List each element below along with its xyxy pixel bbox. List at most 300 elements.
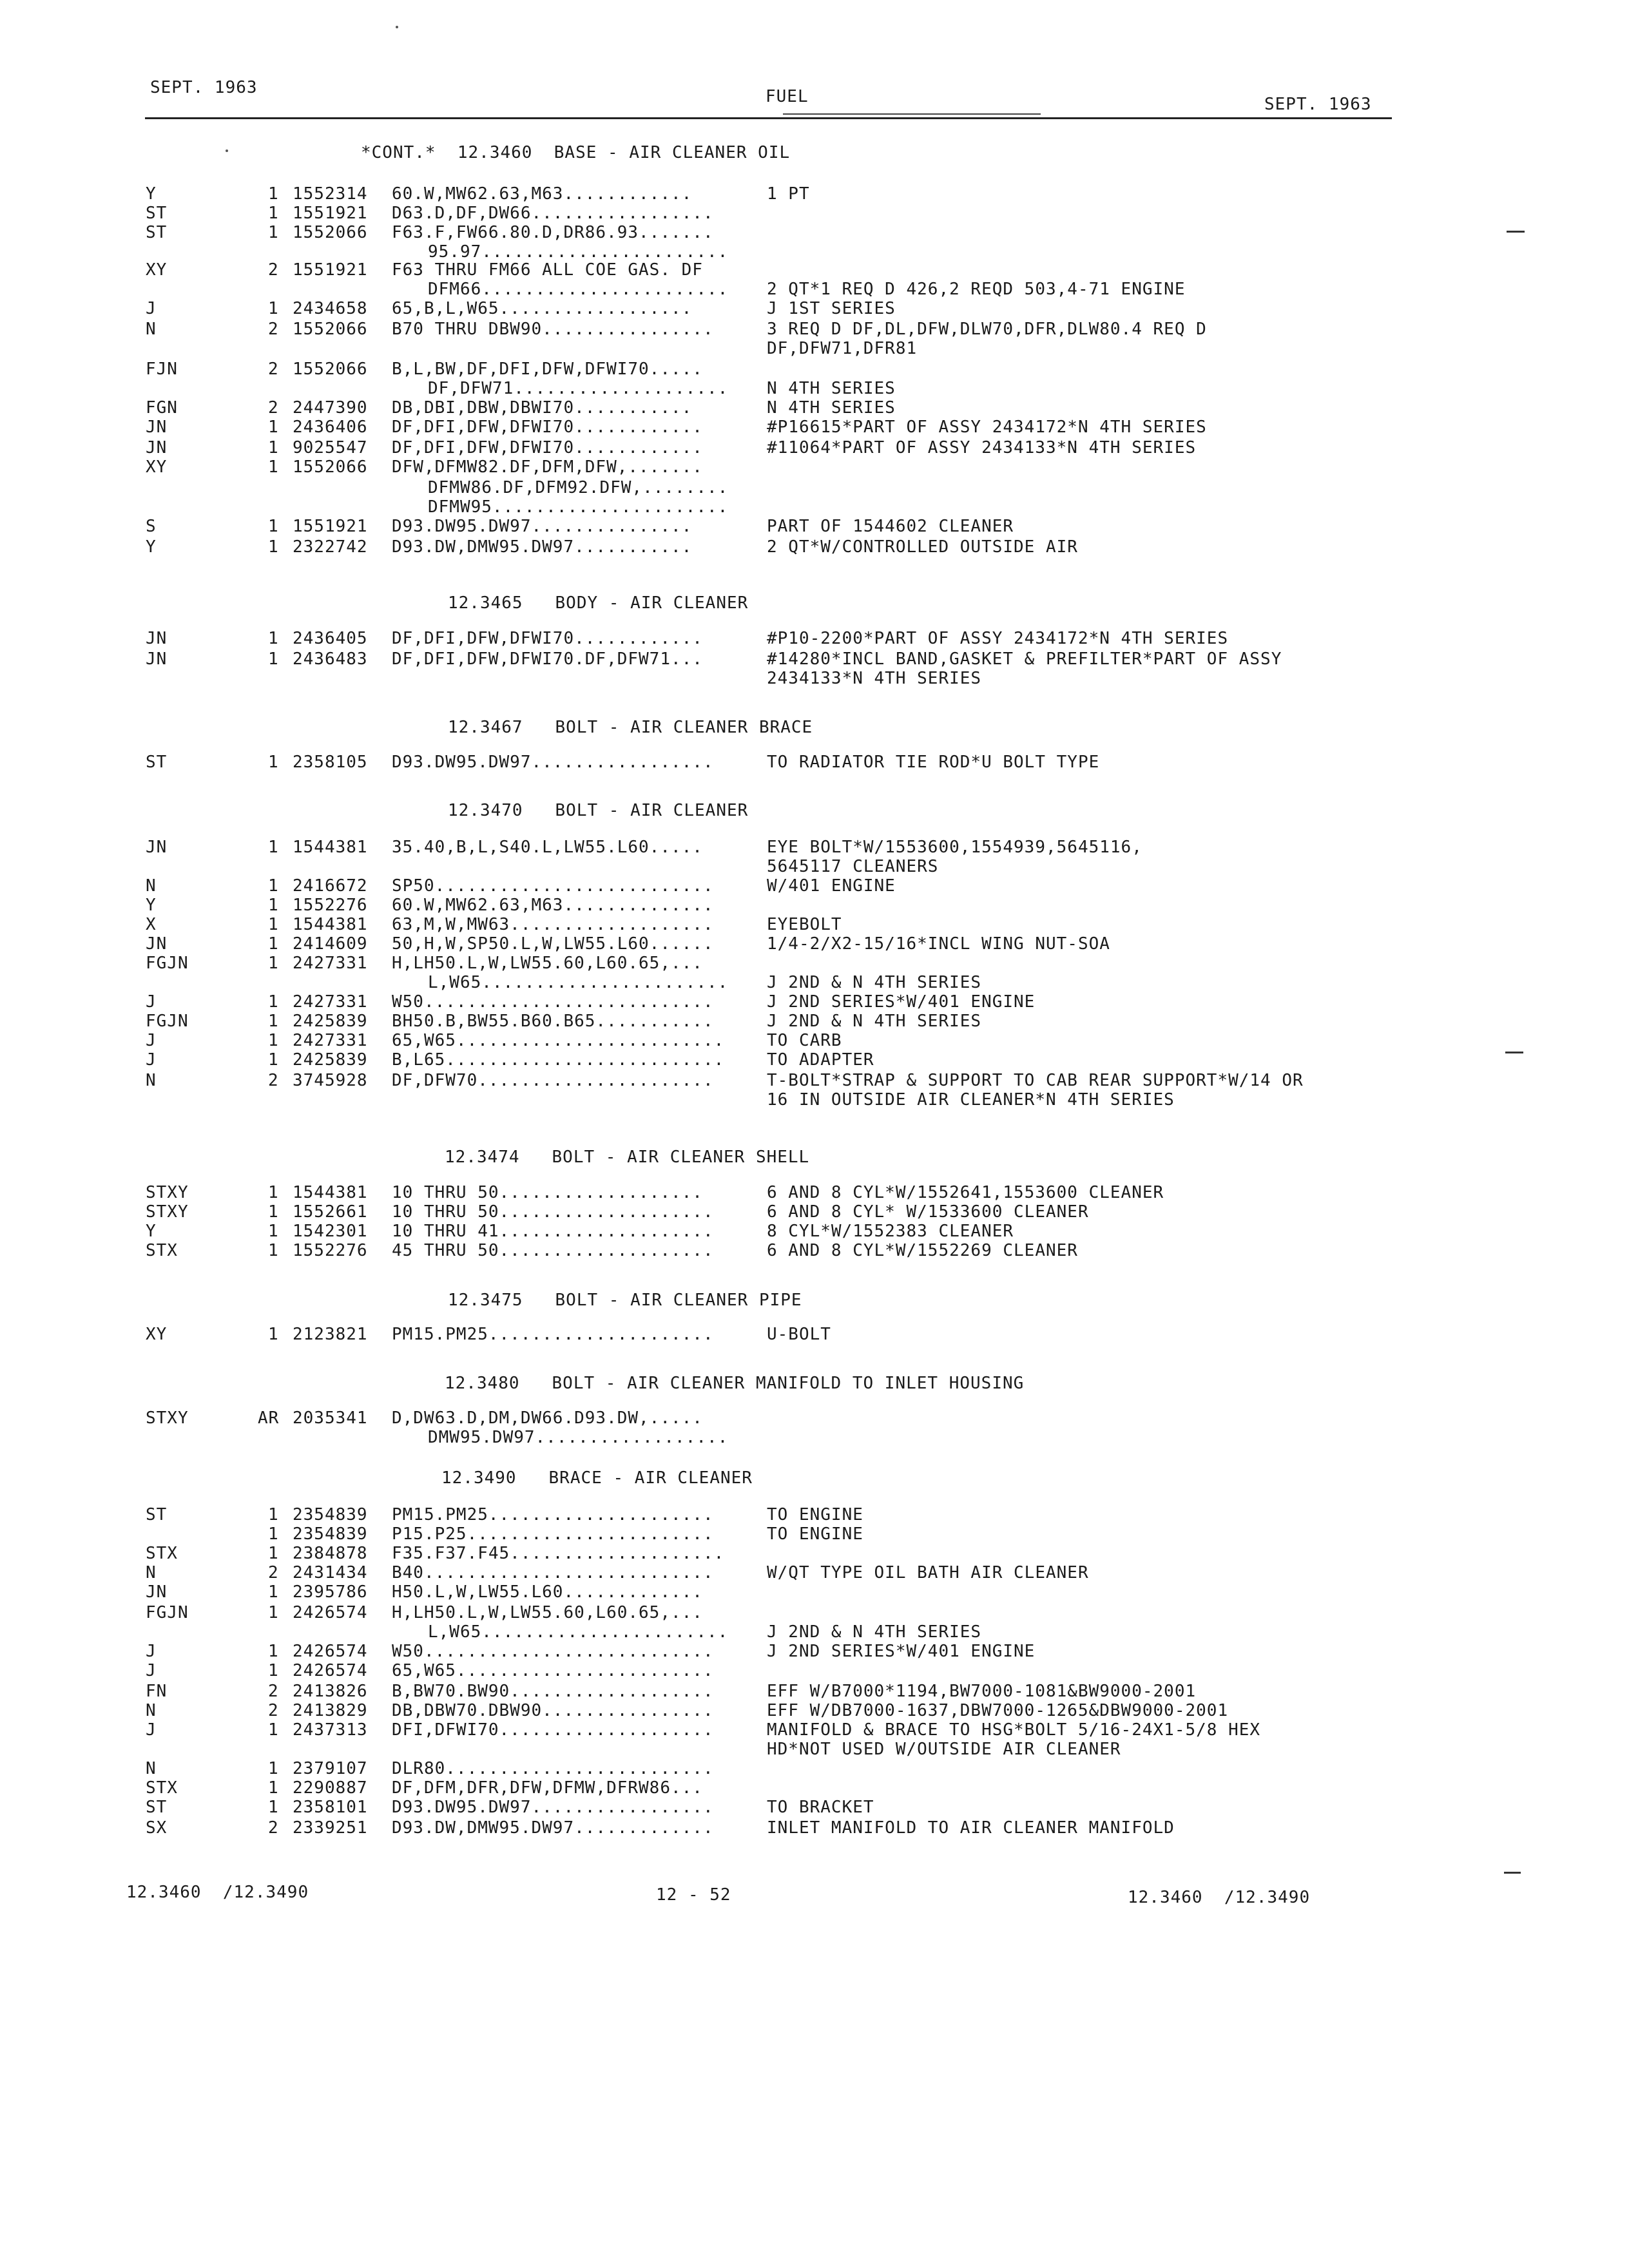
table-row (0, 1682, 1629, 1701)
row-code: N (146, 320, 157, 339)
row-code: ST (146, 753, 168, 772)
table-row (0, 1544, 1629, 1563)
table-row (0, 1622, 1629, 1642)
row-qty: 1 (268, 184, 279, 204)
row-models: F35.F37.F45.................... (392, 1544, 725, 1563)
table-row (0, 1759, 1629, 1778)
table-row (0, 320, 1629, 339)
table-row (0, 1524, 1629, 1544)
row-part-number: 2426574 (293, 1603, 368, 1622)
row-models: DB,DBW70.DBW90................ (392, 1701, 714, 1720)
row-models: 45 THRU 50.................... (392, 1241, 714, 1260)
row-code: ST (146, 1505, 168, 1524)
table-row (0, 1505, 1629, 1524)
row-part-number: 2384878 (293, 1544, 368, 1563)
row-qty: 1 (268, 1798, 279, 1817)
row-remarks: 6 AND 8 CYL* W/1533600 CLEANER (767, 1202, 1089, 1222)
row-qty: 1 (268, 934, 279, 954)
section-heading: *CONT.* 12.3460 BASE - AIR CLEANER OIL (361, 143, 791, 162)
row-remarks: J 1ST SERIES (767, 299, 896, 318)
row-remarks: 5645117 CLEANERS (767, 857, 939, 876)
row-qty: 2 (268, 398, 279, 418)
row-code: STX (146, 1544, 178, 1563)
footer-page-number: 12 - 52 (656, 1885, 731, 1905)
row-code: N (146, 876, 157, 896)
section-heading: 12.3480 BOLT - AIR CLEANER MANIFOLD TO INLET HOUSING (445, 1374, 1025, 1393)
row-part-number: 2123821 (293, 1325, 368, 1344)
row-remarks: EFF W/DB7000-1637,DBW7000-1265&DBW9000-2001 (767, 1701, 1229, 1720)
row-remarks: INLET MANIFOLD TO AIR CLEANER MANIFOLD (767, 1818, 1175, 1838)
row-part-number: 2436483 (293, 649, 368, 669)
row-models: 60.W,MW62.63,M63.............. (392, 896, 714, 915)
row-qty: 1 (268, 1778, 279, 1798)
table-row (0, 223, 1629, 242)
row-qty: 1 (268, 1642, 279, 1661)
section-heading: 12.3465 BODY - AIR CLEANER (448, 593, 749, 613)
row-models: SP50.......................... (392, 876, 714, 896)
row-models: 10 THRU 41.................... (392, 1222, 714, 1241)
row-models: 10 THRU 50.................... (392, 1202, 714, 1222)
row-code: Y (146, 896, 157, 915)
row-part-number: 3745928 (293, 1071, 368, 1090)
table-row (0, 1661, 1629, 1680)
row-code: Y (146, 537, 157, 557)
margin-mark (1507, 231, 1525, 233)
speck (396, 26, 398, 28)
table-row (0, 629, 1629, 648)
table-row (0, 1720, 1629, 1740)
row-models: B,BW70.BW90................... (392, 1682, 714, 1701)
section-heading: 12.3467 BOLT - AIR CLEANER BRACE (448, 718, 813, 737)
table-row (0, 339, 1629, 358)
row-remarks: 2434133*N 4TH SERIES (767, 669, 982, 688)
row-part-number: 2358105 (293, 753, 368, 772)
row-qty: 1 (268, 1603, 279, 1622)
row-models: DF,DFI,DFW,DFWI70............ (392, 438, 703, 457)
row-models: DFM66....................... (428, 280, 729, 299)
row-part-number: 2427331 (293, 1031, 368, 1050)
row-qty: 1 (268, 876, 279, 896)
row-part-number: 1552066 (293, 320, 368, 339)
row-remarks: J 2ND SERIES*W/401 ENGINE (767, 1642, 1036, 1661)
footer-right-range: 12.3460 /12.3490 (1128, 1888, 1311, 1907)
row-models: 65,B,L,W65.................. (392, 299, 693, 318)
row-qty: 1 (268, 223, 279, 242)
row-code: STX (146, 1778, 178, 1798)
row-part-number: 1552661 (293, 1202, 368, 1222)
table-row (0, 438, 1629, 457)
table-row (0, 1012, 1629, 1031)
row-models: DFI,DFWI70.................... (392, 1720, 714, 1740)
row-models: DF,DFI,DFW,DFWI70............ (392, 418, 703, 437)
row-qty: 1 (268, 649, 279, 669)
row-remarks: #P10-2200*PART OF ASSY 2434172*N 4TH SERIES (767, 629, 1229, 648)
row-part-number: 2431434 (293, 1563, 368, 1582)
row-qty: 1 (268, 1544, 279, 1563)
row-part-number: 1552314 (293, 184, 368, 204)
table-row (0, 954, 1629, 973)
row-qty: 1 (268, 1241, 279, 1260)
table-row (0, 1740, 1629, 1759)
row-code: X (146, 915, 157, 934)
row-remarks: DF,DFW71,DFR81 (767, 339, 918, 358)
row-qty: 1 (268, 537, 279, 557)
row-models: 95.97....................... (428, 242, 729, 262)
row-part-number: 2354839 (293, 1505, 368, 1524)
row-models: DB,DBI,DBW,DBWI70........... (392, 398, 693, 418)
row-models: D93.DW,DMW95.DW97............. (392, 1818, 714, 1838)
table-row (0, 1582, 1629, 1602)
row-remarks: 1 PT (767, 184, 810, 204)
row-code: J (146, 992, 157, 1012)
row-qty: 1 (268, 896, 279, 915)
row-qty: 1 (268, 457, 279, 477)
row-code: S (146, 517, 157, 536)
row-code: J (146, 1720, 157, 1740)
row-remarks: HD*NOT USED W/OUTSIDE AIR CLEANER (767, 1740, 1121, 1759)
row-models: DMW95.DW97.................. (428, 1428, 729, 1447)
table-row (0, 973, 1629, 992)
row-qty: 1 (268, 838, 279, 857)
row-part-number: 1551921 (293, 204, 368, 223)
row-code: Y (146, 184, 157, 204)
table-row (0, 753, 1629, 772)
table-row (0, 1701, 1629, 1720)
header-title: FUEL (766, 87, 809, 106)
row-remarks: TO ENGINE (767, 1505, 863, 1524)
table-row (0, 857, 1629, 876)
row-remarks: 6 AND 8 CYL*W/1552269 CLEANER (767, 1241, 1078, 1260)
row-models: 35.40,B,L,S40.L,LW55.L60..... (392, 838, 703, 857)
row-models: B,L65.......................... (392, 1050, 725, 1070)
row-qty: 1 (268, 1661, 279, 1680)
row-models: DF,DFW71.................... (428, 379, 729, 398)
row-models: H,LH50.L,W,LW55.60,L60.65,... (392, 1603, 703, 1622)
row-code: FGN (146, 398, 178, 418)
row-qty: 2 (268, 1563, 279, 1582)
row-code: STXY (146, 1408, 189, 1428)
row-code: N (146, 1701, 157, 1720)
table-row (0, 360, 1629, 379)
row-remarks: 2 QT*W/CONTROLLED OUTSIDE AIR (767, 537, 1078, 557)
row-qty: 2 (268, 360, 279, 379)
row-models: B,L,BW,DF,DFI,DFW,DFWI70..... (392, 360, 703, 379)
row-qty: 2 (268, 1701, 279, 1720)
row-part-number: 2379107 (293, 1759, 368, 1778)
row-qty: 1 (268, 1202, 279, 1222)
row-qty: 1 (268, 438, 279, 457)
row-code: J (146, 299, 157, 318)
table-row (0, 280, 1629, 299)
row-models: 50,H,W,SP50.L,W,LW55.L60...... (392, 934, 714, 954)
row-part-number: 2290887 (293, 1778, 368, 1798)
margin-mark (1504, 1872, 1521, 1874)
row-remarks: J 2ND & N 4TH SERIES (767, 1012, 982, 1031)
table-row (0, 1408, 1629, 1428)
row-part-number: 2427331 (293, 954, 368, 973)
table-row (0, 537, 1629, 557)
row-qty: 1 (268, 1183, 279, 1202)
row-qty: 1 (268, 1050, 279, 1070)
row-part-number: 1551921 (293, 517, 368, 536)
row-remarks: TO CARB (767, 1031, 842, 1050)
row-remarks: 2 QT*1 REQ D 426,2 REQD 503,4-71 ENGINE (767, 280, 1186, 299)
row-models: D,DW63.D,DM,DW66.D93.DW,..... (392, 1408, 703, 1428)
table-row (0, 260, 1629, 280)
row-qty: 2 (268, 320, 279, 339)
row-remarks: U-BOLT (767, 1325, 831, 1344)
row-part-number: 1552066 (293, 457, 368, 477)
row-code: SX (146, 1818, 168, 1838)
row-remarks: TO ENGINE (767, 1524, 863, 1544)
table-row (0, 669, 1629, 688)
row-code: FN (146, 1682, 168, 1701)
row-models: H,LH50.L,W,LW55.60,L60.65,... (392, 954, 703, 973)
row-models: BH50.B,BW55.B60.B65........... (392, 1012, 714, 1031)
row-models: 60.W,MW62.63,M63............ (392, 184, 693, 204)
row-part-number: 2416672 (293, 876, 368, 896)
row-models: DFMW86.DF,DFM92.DFW,........ (428, 478, 729, 497)
table-row (0, 398, 1629, 418)
row-code: J (146, 1031, 157, 1050)
margin-mark (1505, 1052, 1523, 1053)
table-row (0, 896, 1629, 915)
row-code: N (146, 1759, 157, 1778)
row-code: XY (146, 260, 168, 280)
row-code: J (146, 1661, 157, 1680)
row-remarks: #P16615*PART OF ASSY 2434172*N 4TH SERIES (767, 418, 1207, 437)
row-qty: 2 (268, 1818, 279, 1838)
table-row (0, 299, 1629, 318)
row-remarks: N 4TH SERIES (767, 379, 896, 398)
header-rule (145, 117, 1392, 119)
row-models: DF,DFI,DFW,DFWI70.DF,DFW71... (392, 649, 703, 669)
row-models: DF,DFI,DFW,DFWI70............ (392, 629, 703, 648)
row-part-number: 2434658 (293, 299, 368, 318)
table-row (0, 1818, 1629, 1838)
row-part-number: 2358101 (293, 1798, 368, 1817)
row-code: J (146, 1642, 157, 1661)
row-models: DLR80......................... (392, 1759, 714, 1778)
row-qty: 1 (268, 1325, 279, 1344)
row-models: 10 THRU 50................... (392, 1183, 703, 1202)
table-row (0, 517, 1629, 536)
row-code: ST (146, 223, 168, 242)
row-part-number: 2436405 (293, 629, 368, 648)
row-qty: AR (258, 1408, 280, 1428)
row-qty: 1 (268, 1524, 279, 1544)
row-part-number: 1552066 (293, 360, 368, 379)
row-part-number: 1552066 (293, 223, 368, 242)
table-row (0, 934, 1629, 954)
row-code: XY (146, 457, 168, 477)
row-qty: 1 (268, 1759, 279, 1778)
table-row (0, 478, 1629, 497)
table-row (0, 1090, 1629, 1110)
row-remarks: EYEBOLT (767, 915, 842, 934)
row-part-number: 2354839 (293, 1524, 368, 1544)
row-qty: 1 (268, 1582, 279, 1602)
row-qty: 1 (268, 299, 279, 318)
row-models: 65,W65........................ (392, 1661, 714, 1680)
row-code: XY (146, 1325, 168, 1344)
row-models: H50.L,W,LW55.L60............. (392, 1582, 703, 1602)
row-models: W50........................... (392, 1642, 714, 1661)
row-code: STXY (146, 1202, 189, 1222)
section-heading: 12.3475 BOLT - AIR CLEANER PIPE (448, 1291, 802, 1310)
row-qty: 1 (268, 1720, 279, 1740)
row-part-number: 1544381 (293, 915, 368, 934)
row-remarks: 3 REQ D DF,DL,DFW,DLW70,DFR,DLW80.4 REQ D (767, 320, 1207, 339)
row-part-number: 2425839 (293, 1012, 368, 1031)
row-code: JN (146, 418, 168, 437)
header-rule-under-title (783, 113, 1041, 115)
header-right-date: SEPT. 1963 (1264, 95, 1372, 114)
row-part-number: 2322742 (293, 537, 368, 557)
row-models: L,W65....................... (428, 973, 729, 992)
table-row (0, 1050, 1629, 1070)
row-models: PM15.PM25..................... (392, 1505, 714, 1524)
table-row (0, 242, 1629, 262)
row-part-number: 2035341 (293, 1408, 368, 1428)
row-models: DF,DFW70...................... (392, 1071, 714, 1090)
row-code: STXY (146, 1183, 189, 1202)
row-code: FJN (146, 360, 178, 379)
row-code: JN (146, 649, 168, 669)
row-qty: 1 (268, 992, 279, 1012)
row-remarks: TO BRACKET (767, 1798, 874, 1817)
row-models: B40........................... (392, 1563, 714, 1582)
row-models: B70 THRU DBW90................ (392, 320, 714, 339)
row-models: PM15.PM25..................... (392, 1325, 714, 1344)
table-row (0, 1241, 1629, 1260)
table-row (0, 838, 1629, 857)
row-models: D93.DW95.DW97................. (392, 1798, 714, 1817)
row-models: F63.F,FW66.80.D,DR86.93....... (392, 223, 714, 242)
row-qty: 1 (268, 915, 279, 934)
row-code: J (146, 1050, 157, 1070)
table-row (0, 204, 1629, 223)
section-heading: 12.3490 BRACE - AIR CLEANER (441, 1468, 753, 1488)
row-qty: 1 (268, 517, 279, 536)
row-part-number: 1544381 (293, 838, 368, 857)
row-code: STX (146, 1241, 178, 1260)
row-code: ST (146, 204, 168, 223)
table-row (0, 1563, 1629, 1582)
row-remarks: 8 CYL*W/1552383 CLEANER (767, 1222, 1014, 1241)
row-models: D93.DW95.DW97................. (392, 753, 714, 772)
table-row (0, 915, 1629, 934)
row-models: DFW,DFMW82.DF,DFM,DFW,....... (392, 457, 703, 477)
row-qty: 2 (268, 1071, 279, 1090)
row-models: D93.DW95.DW97............... (392, 517, 693, 536)
row-qty: 1 (268, 204, 279, 223)
table-row (0, 497, 1629, 517)
row-qty: 1 (268, 1012, 279, 1031)
table-row (0, 1222, 1629, 1241)
row-part-number: 2447390 (293, 398, 368, 418)
row-remarks: 6 AND 8 CYL*W/1552641,1553600 CLEANER (767, 1183, 1164, 1202)
row-models: 65,W65......................... (392, 1031, 725, 1050)
row-part-number: 2426574 (293, 1661, 368, 1680)
row-part-number: 1552276 (293, 896, 368, 915)
row-qty: 1 (268, 629, 279, 648)
table-row (0, 1183, 1629, 1202)
row-qty: 1 (268, 753, 279, 772)
row-remarks: 1/4-2/X2-15/16*INCL WING NUT-SOA (767, 934, 1110, 954)
row-remarks: PART OF 1544602 CLEANER (767, 517, 1014, 536)
row-qty: 1 (268, 954, 279, 973)
row-remarks: J 2ND SERIES*W/401 ENGINE (767, 992, 1036, 1012)
table-row (0, 1798, 1629, 1817)
row-part-number: 2425839 (293, 1050, 368, 1070)
speck (226, 149, 228, 152)
row-remarks: EYE BOLT*W/1553600,1554939,5645116, (767, 838, 1142, 857)
row-part-number: 9025547 (293, 438, 368, 457)
row-code: ST (146, 1798, 168, 1817)
table-row (0, 1031, 1629, 1050)
table-row (0, 1325, 1629, 1344)
row-remarks: TO RADIATOR TIE ROD*U BOLT TYPE (767, 753, 1100, 772)
row-part-number: 2437313 (293, 1720, 368, 1740)
row-remarks: #11064*PART OF ASSY 2434133*N 4TH SERIES (767, 438, 1197, 457)
row-code: FGJN (146, 954, 189, 973)
row-part-number: 2413829 (293, 1701, 368, 1720)
row-models: W50........................... (392, 992, 714, 1012)
row-part-number: 2339251 (293, 1818, 368, 1838)
row-remarks: TO ADAPTER (767, 1050, 874, 1070)
row-part-number: 1544381 (293, 1183, 368, 1202)
row-code: N (146, 1071, 157, 1090)
row-models: 63,M,W,MW63................... (392, 915, 714, 934)
row-part-number: 2436406 (293, 418, 368, 437)
row-remarks: MANIFOLD & BRACE TO HSG*BOLT 5/16-24X1-5/8 HEX (767, 1720, 1261, 1740)
table-row (0, 418, 1629, 437)
table-row (0, 1642, 1629, 1661)
row-models: DF,DFM,DFR,DFW,DFMW,DFRW86... (392, 1778, 703, 1798)
row-remarks: W/QT TYPE OIL BATH AIR CLEANER (767, 1563, 1089, 1582)
table-row (0, 1603, 1629, 1622)
row-remarks: J 2ND & N 4TH SERIES (767, 973, 982, 992)
row-models: P15.P25....................... (392, 1524, 714, 1544)
table-row (0, 649, 1629, 669)
footer-left-range: 12.3460 /12.3490 (126, 1883, 309, 1902)
row-qty: 1 (268, 1505, 279, 1524)
section-heading: 12.3470 BOLT - AIR CLEANER (448, 801, 749, 820)
row-qty: 2 (268, 260, 279, 280)
row-code: JN (146, 629, 168, 648)
table-row (0, 992, 1629, 1012)
row-qty: 2 (268, 1682, 279, 1701)
row-remarks: EFF W/B7000*1194,BW7000-1081&BW9000-2001 (767, 1682, 1197, 1701)
row-models: DFMW95...................... (428, 497, 729, 517)
row-part-number: 2427331 (293, 992, 368, 1012)
row-remarks: T-BOLT*STRAP & SUPPORT TO CAB REAR SUPPORT*W/14 OR (767, 1071, 1304, 1090)
row-remarks: J 2ND & N 4TH SERIES (767, 1622, 982, 1642)
row-remarks: 16 IN OUTSIDE AIR CLEANER*N 4TH SERIES (767, 1090, 1175, 1110)
row-part-number: 1552276 (293, 1241, 368, 1260)
row-part-number: 2413826 (293, 1682, 368, 1701)
table-row (0, 184, 1629, 204)
table-row (0, 1202, 1629, 1222)
row-code: N (146, 1563, 157, 1582)
row-qty: 1 (268, 1031, 279, 1050)
table-row (0, 1428, 1629, 1447)
table-row (0, 1071, 1629, 1090)
row-code: JN (146, 438, 168, 457)
row-models: D93.DW,DMW95.DW97........... (392, 537, 693, 557)
row-code: FGJN (146, 1603, 189, 1622)
